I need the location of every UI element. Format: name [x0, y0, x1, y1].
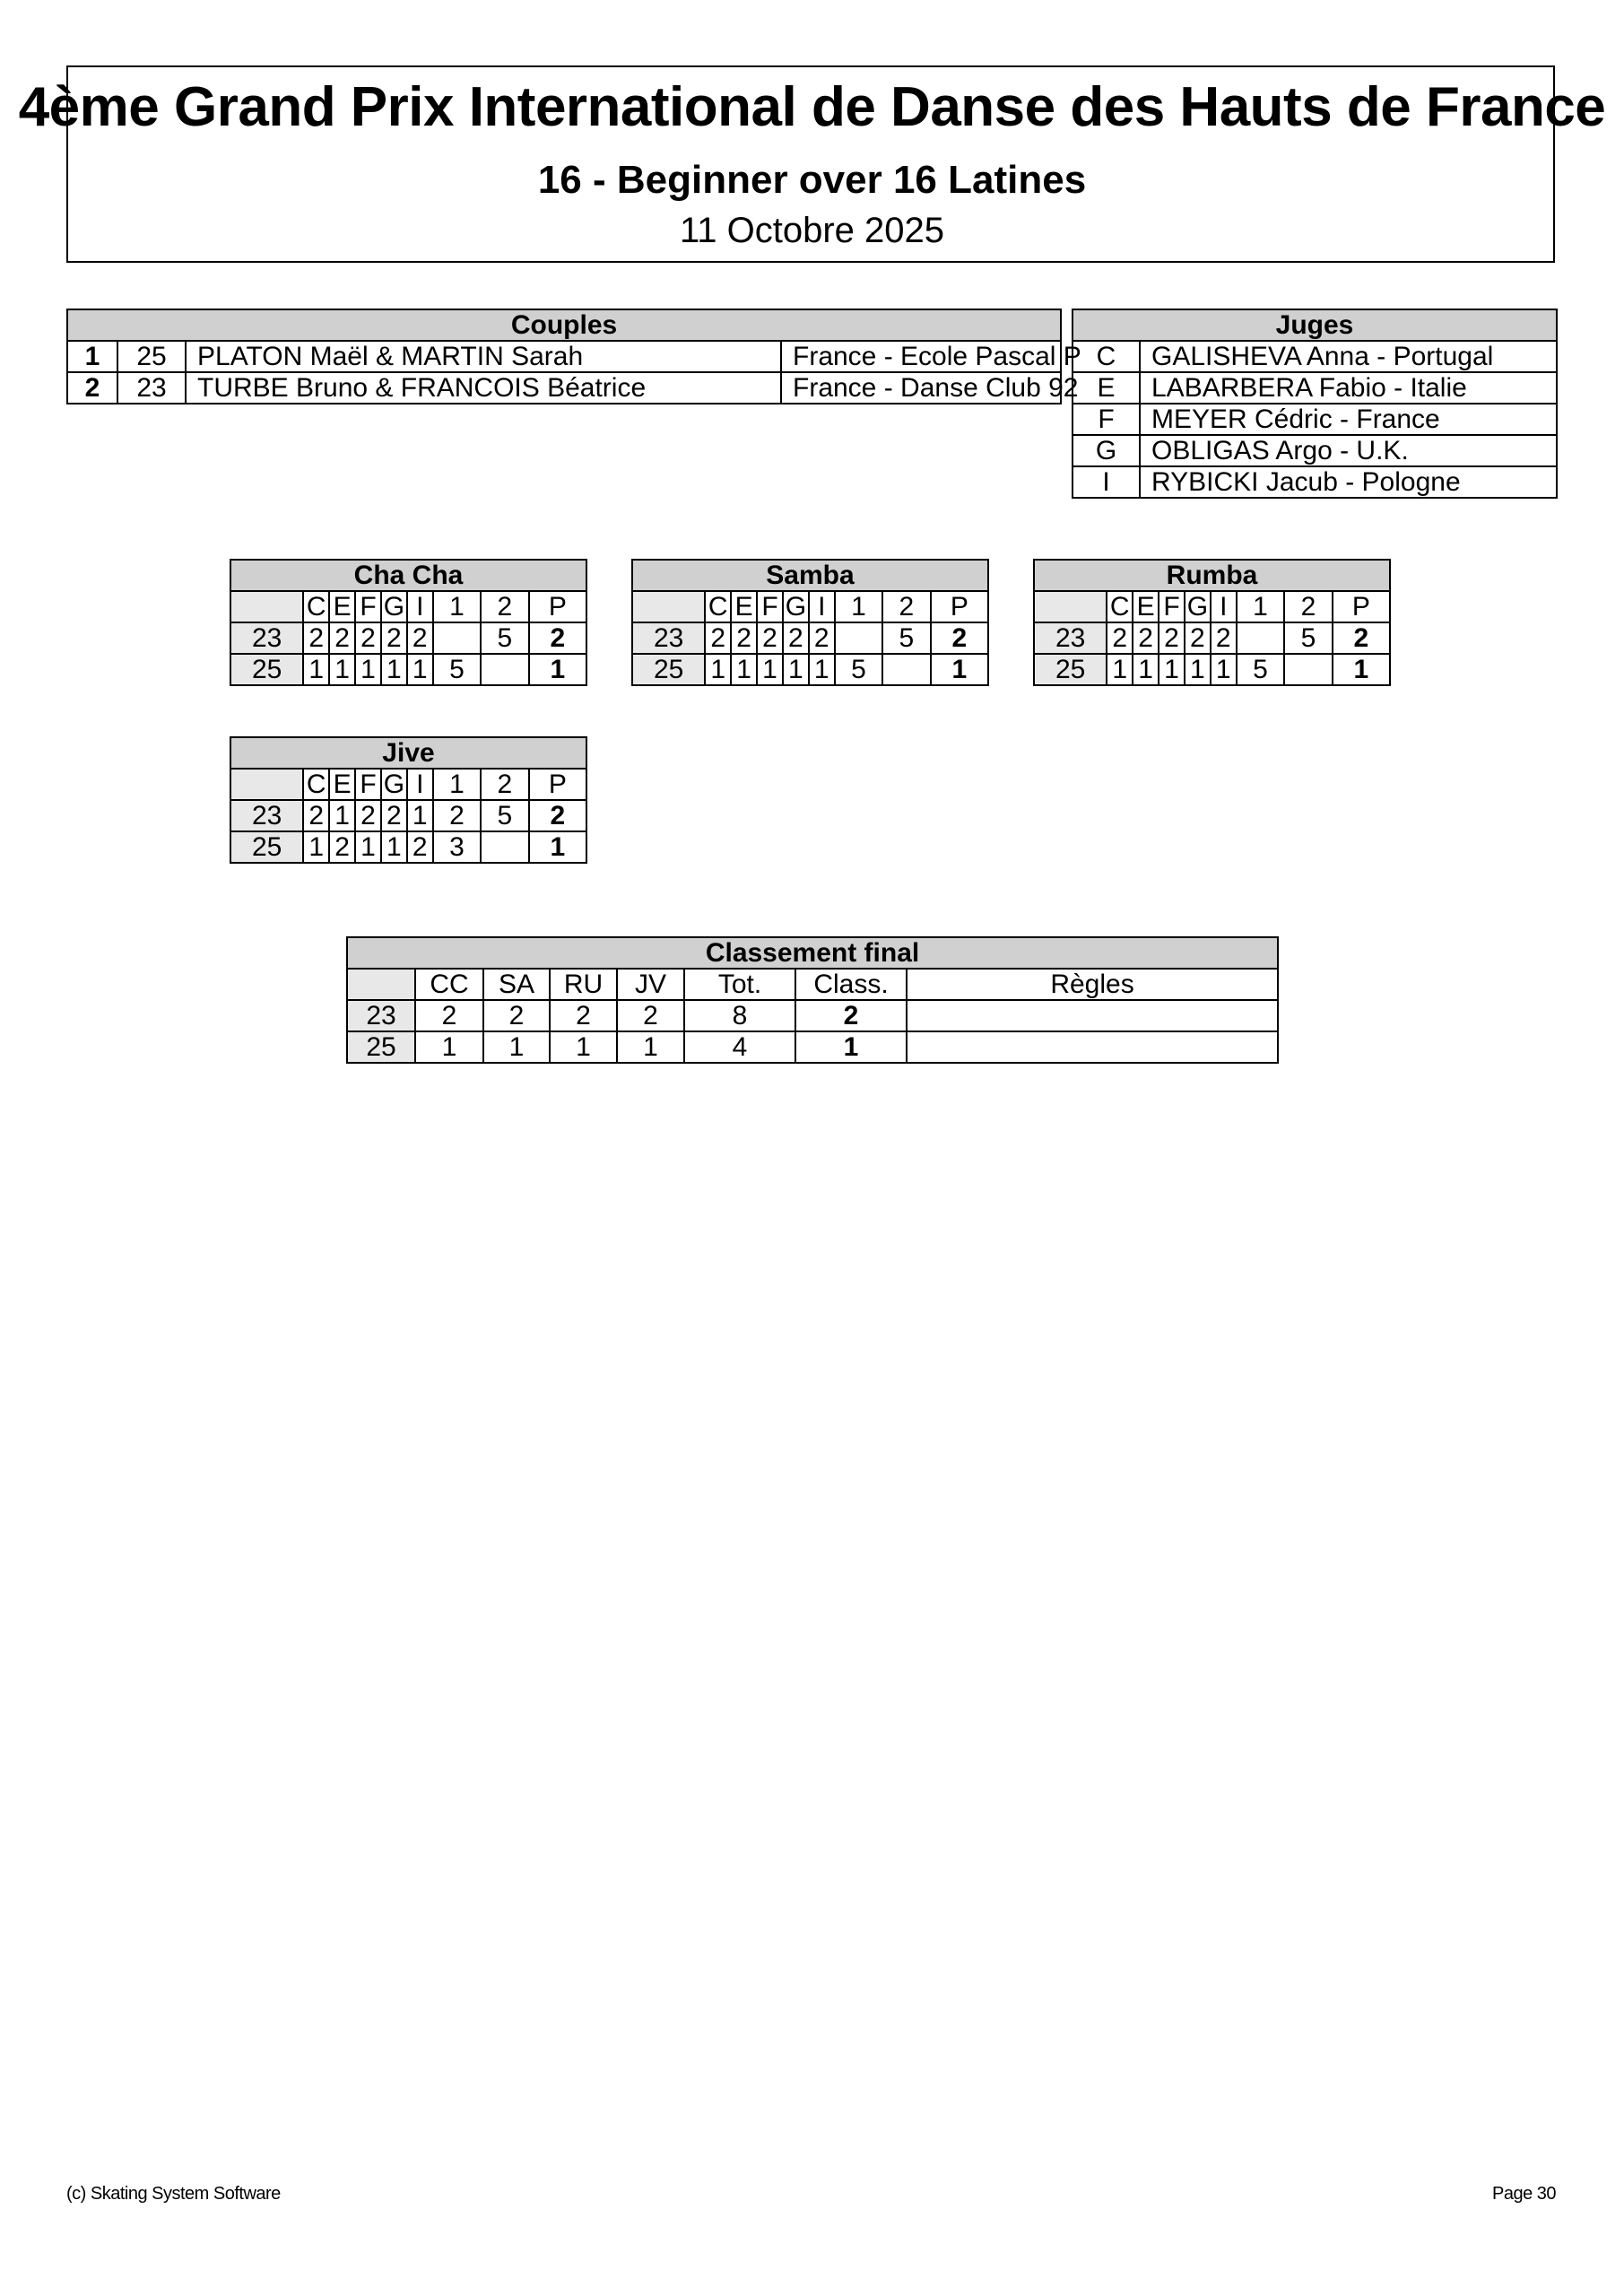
- judge-mark: 1: [1159, 654, 1185, 685]
- dance-col-header: C: [1107, 591, 1133, 622]
- final-jv: 1: [617, 1031, 684, 1063]
- dance-title: Rumba: [1034, 560, 1390, 591]
- dance-col-header: G: [381, 591, 407, 622]
- judge-mark: 1: [1211, 654, 1237, 685]
- judge-mark: 2: [303, 622, 329, 654]
- judge-row: [1073, 404, 1557, 435]
- final-cc: 1: [415, 1031, 483, 1063]
- dance-col-header: F: [355, 591, 381, 622]
- couple-rank: 2: [67, 372, 117, 404]
- dance-couple: 25: [230, 654, 303, 685]
- final-rules: [907, 1000, 1278, 1031]
- final-col-class: Class.: [795, 969, 907, 1000]
- dance-place: 2: [931, 622, 988, 654]
- couple-club: France - Ecole Pascal P: [781, 341, 1061, 372]
- dance-col-header: P: [529, 591, 586, 622]
- couple-names: PLATON Maël & MARTIN Sarah: [186, 341, 781, 372]
- final-col-rules: Règles: [907, 969, 1278, 1000]
- judge-mark: 2: [407, 831, 433, 863]
- dance-header-row: [632, 591, 988, 622]
- majority-1: 3: [433, 831, 481, 863]
- dance-place: 1: [931, 654, 988, 685]
- page-title: 4ème Grand Prix International de Danse des Hauts de France: [18, 76, 1606, 138]
- dance-col-header: 2: [481, 769, 528, 800]
- dance-row: [230, 831, 586, 863]
- judge-mark: 1: [1133, 654, 1159, 685]
- couple-row: [67, 372, 1061, 404]
- judge-mark: 2: [381, 622, 407, 654]
- couples-table-title: Couples: [67, 309, 1061, 341]
- dance-row: [230, 654, 586, 685]
- judge-mark: 2: [705, 622, 731, 654]
- couple-number: 23: [117, 372, 186, 404]
- final-sa: 1: [483, 1031, 550, 1063]
- dance-col-header: 2: [481, 591, 528, 622]
- dance-header-blank: [230, 769, 303, 800]
- judge-mark: 1: [757, 654, 783, 685]
- dance-title: Cha Cha: [230, 560, 586, 591]
- judge-mark: 1: [303, 654, 329, 685]
- dance-header-blank: [1034, 591, 1107, 622]
- judge-mark: 2: [407, 622, 433, 654]
- final-row: [347, 1000, 1278, 1031]
- dance-header-row: [230, 591, 586, 622]
- judge-mark: 2: [355, 622, 381, 654]
- dance-couple: 23: [1034, 622, 1107, 654]
- judge-mark: 1: [705, 654, 731, 685]
- majority-2: 5: [481, 800, 528, 831]
- dance-col-header: I: [1211, 591, 1237, 622]
- majority-1: 5: [1237, 654, 1284, 685]
- final-rules: [907, 1031, 1278, 1063]
- judges-table: [1072, 309, 1558, 499]
- dance-couple: 25: [1034, 654, 1107, 685]
- dance-col-header: P: [931, 591, 988, 622]
- dance-couple: 25: [632, 654, 705, 685]
- footer-copyright: (c) Skating System Software: [66, 2184, 281, 2204]
- judge-mark: 1: [329, 800, 355, 831]
- judge-code: E: [1073, 372, 1140, 404]
- dance-col-header: 1: [433, 591, 481, 622]
- dance-row: [632, 622, 988, 654]
- final-row: [347, 1031, 1278, 1063]
- dance-col-header: I: [407, 769, 433, 800]
- judge-mark: 2: [783, 622, 809, 654]
- dance-row: [1034, 622, 1390, 654]
- judge-mark: 2: [1133, 622, 1159, 654]
- final-col-total: Tot.: [684, 969, 795, 1000]
- judge-mark: 2: [731, 622, 757, 654]
- dance-col-header: E: [329, 769, 355, 800]
- dance-row: [230, 622, 586, 654]
- dance-col-header: 1: [433, 769, 481, 800]
- event-subtitle: 16 - Beginner over 16 Latines: [537, 158, 1087, 202]
- couple-number: 25: [117, 341, 186, 372]
- judge-mark: 2: [1159, 622, 1185, 654]
- dance-col-header: 1: [1237, 591, 1284, 622]
- dance-header-row: [1034, 591, 1390, 622]
- dance-col-header: F: [757, 591, 783, 622]
- dance-col-header: 2: [882, 591, 930, 622]
- judge-mark: 1: [1185, 654, 1211, 685]
- judge-mark: 1: [381, 831, 407, 863]
- dance-couple: 23: [632, 622, 705, 654]
- dance-col-header: I: [407, 591, 433, 622]
- judges-table-title: Juges: [1073, 309, 1557, 341]
- judge-mark: 2: [1185, 622, 1211, 654]
- judge-name: OBLIGAS Argo - U.K.: [1140, 435, 1557, 466]
- final-table-title: Classement final: [347, 937, 1278, 969]
- judge-mark: 1: [303, 831, 329, 863]
- judge-mark: 2: [329, 622, 355, 654]
- judge-name: GALISHEVA Anna - Portugal: [1140, 341, 1557, 372]
- dance-col-header: E: [329, 591, 355, 622]
- dance-col-header: 2: [1284, 591, 1332, 622]
- judge-mark: 1: [731, 654, 757, 685]
- dance-col-header: E: [1133, 591, 1159, 622]
- final-class: 1: [795, 1031, 907, 1063]
- majority-1: [1237, 622, 1284, 654]
- dance-header-row: [230, 769, 586, 800]
- dance-col-header: C: [303, 769, 329, 800]
- final-sa: 2: [483, 1000, 550, 1031]
- judge-name: MEYER Cédric - France: [1140, 404, 1557, 435]
- judge-code: F: [1073, 404, 1140, 435]
- judge-mark: 1: [355, 831, 381, 863]
- event-date: 11 Octobre 2025: [679, 211, 945, 250]
- dance-row: [1034, 654, 1390, 685]
- dance-table: [1033, 559, 1391, 686]
- judge-name: LABARBERA Fabio - Italie: [1140, 372, 1557, 404]
- couple-names: TURBE Bruno & FRANCOIS Béatrice: [186, 372, 781, 404]
- judge-code: I: [1073, 466, 1140, 498]
- couple-row: [67, 341, 1061, 372]
- dance-table: [230, 559, 587, 686]
- judge-mark: 2: [1211, 622, 1237, 654]
- judge-mark: 2: [809, 622, 835, 654]
- judge-mark: 1: [809, 654, 835, 685]
- judge-mark: 2: [355, 800, 381, 831]
- dance-place: 2: [1333, 622, 1390, 654]
- majority-2: 5: [481, 622, 528, 654]
- judge-row: [1073, 435, 1557, 466]
- majority-2: [1284, 654, 1332, 685]
- majority-1: 5: [433, 654, 481, 685]
- dance-col-header: C: [303, 591, 329, 622]
- final-header-row: [347, 969, 1278, 1000]
- judge-row: [1073, 341, 1557, 372]
- dance-col-header: 1: [835, 591, 882, 622]
- judge-mark: 2: [381, 800, 407, 831]
- judge-mark: 1: [381, 654, 407, 685]
- judge-name: RYBICKI Jacub - Pologne: [1140, 466, 1557, 498]
- footer-page-number: Page 30: [1492, 2184, 1557, 2204]
- dance-col-header: G: [783, 591, 809, 622]
- dance-couple: 23: [230, 800, 303, 831]
- dance-header-blank: [230, 591, 303, 622]
- dance-couple: 23: [230, 622, 303, 654]
- majority-1: 5: [835, 654, 882, 685]
- final-header-blank: [347, 969, 415, 1000]
- majority-2: 5: [1284, 622, 1332, 654]
- judge-mark: 2: [1107, 622, 1133, 654]
- dance-col-header: G: [381, 769, 407, 800]
- dance-col-header: P: [1333, 591, 1390, 622]
- final-total: 8: [684, 1000, 795, 1031]
- couples-table: [66, 309, 1081, 404]
- judge-mark: 1: [407, 654, 433, 685]
- judge-mark: 1: [355, 654, 381, 685]
- final-class: 2: [795, 1000, 907, 1031]
- dance-couple: 25: [230, 831, 303, 863]
- final-jv: 2: [617, 1000, 684, 1031]
- dance-col-header: F: [355, 769, 381, 800]
- couple-club: France - Danse Club 92: [781, 372, 1061, 404]
- dance-place: 1: [1333, 654, 1390, 685]
- final-total: 4: [684, 1031, 795, 1063]
- majority-2: [481, 831, 528, 863]
- dance-col-header: P: [529, 769, 586, 800]
- dance-title: Jive: [230, 737, 586, 769]
- dance-place: 1: [529, 654, 586, 685]
- judge-mark: 1: [783, 654, 809, 685]
- final-couple: 23: [347, 1000, 415, 1031]
- dance-row: [230, 800, 586, 831]
- majority-1: 2: [433, 800, 481, 831]
- final-col-cc: CC: [415, 969, 483, 1000]
- judge-mark: 2: [303, 800, 329, 831]
- judge-code: G: [1073, 435, 1140, 466]
- dance-place: 2: [529, 622, 586, 654]
- dance-header-blank: [632, 591, 705, 622]
- dance-row: [632, 654, 988, 685]
- dance-title: Samba: [632, 560, 988, 591]
- dance-place: 1: [529, 831, 586, 863]
- judge-mark: 1: [329, 654, 355, 685]
- final-ru: 2: [550, 1000, 617, 1031]
- judge-mark: 1: [1107, 654, 1133, 685]
- final-table: [346, 936, 1279, 1064]
- dance-col-header: C: [705, 591, 731, 622]
- judge-row: [1073, 372, 1557, 404]
- dance-col-header: F: [1159, 591, 1185, 622]
- majority-2: [481, 654, 528, 685]
- majority-2: 5: [882, 622, 930, 654]
- judge-code: C: [1073, 341, 1140, 372]
- judge-mark: 1: [407, 800, 433, 831]
- final-cc: 2: [415, 1000, 483, 1031]
- dance-table: [230, 736, 587, 864]
- final-couple: 25: [347, 1031, 415, 1063]
- judge-row: [1073, 466, 1557, 498]
- dance-col-header: G: [1185, 591, 1211, 622]
- final-col-ru: RU: [550, 969, 617, 1000]
- final-col-jv: JV: [617, 969, 684, 1000]
- dance-col-header: I: [809, 591, 835, 622]
- final-col-sa: SA: [483, 969, 550, 1000]
- judge-mark: 2: [757, 622, 783, 654]
- majority-2: [882, 654, 930, 685]
- dance-col-header: E: [731, 591, 757, 622]
- couple-rank: 1: [67, 341, 117, 372]
- final-ru: 1: [550, 1031, 617, 1063]
- dance-place: 2: [529, 800, 586, 831]
- dance-table: [631, 559, 989, 686]
- majority-1: [433, 622, 481, 654]
- majority-1: [835, 622, 882, 654]
- judge-mark: 2: [329, 831, 355, 863]
